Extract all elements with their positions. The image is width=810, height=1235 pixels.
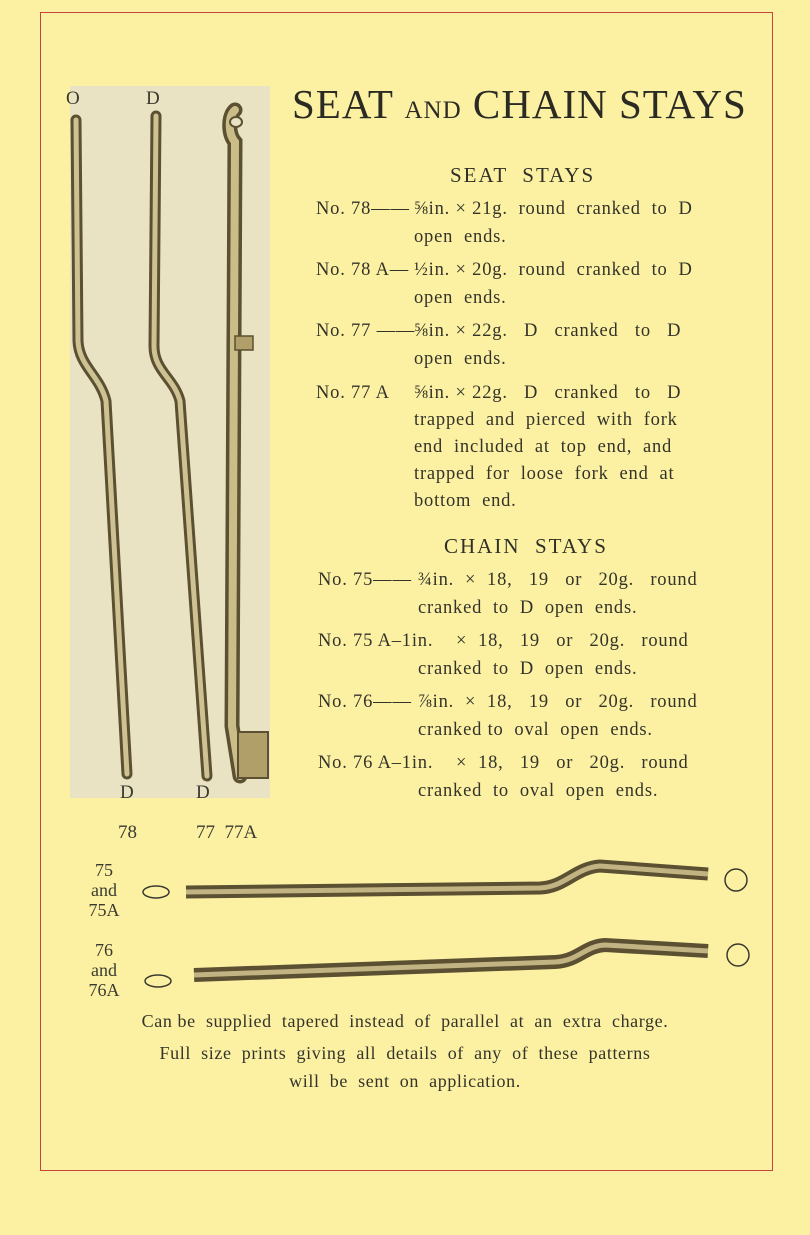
rod-78-top-label: O: [66, 88, 80, 109]
entry-line: trapped for loose fork end at: [414, 464, 675, 484]
entry-number: No. 77 A: [316, 383, 390, 403]
round-end-icon: [725, 869, 747, 891]
label-and: and: [91, 960, 117, 980]
label-and: and: [91, 880, 117, 900]
entry-line: open ends.: [414, 227, 507, 247]
entry-line: ½in. × 20g. round cranked to D: [414, 260, 693, 280]
rod-77-top-label: D: [146, 88, 160, 109]
rod-78-bottom-label: D: [120, 782, 134, 803]
entry-number: No. 76——: [318, 692, 412, 712]
entry-number: No. 76 A–1in.: [318, 753, 434, 773]
entry-line: cranked to D open ends.: [418, 598, 638, 618]
entry-line: open ends.: [414, 349, 507, 369]
entry-line: × 18, 19 or 20g. round: [456, 753, 689, 773]
entry-line: cranked to D open ends.: [418, 659, 638, 679]
entry-line: ¾in. × 18, 19 or 20g. round: [418, 570, 698, 590]
entry-line: open ends.: [414, 288, 507, 308]
title-and: AND: [404, 97, 462, 124]
title-seat: SEAT: [292, 81, 394, 127]
rod-77-bottom-label: D: [196, 782, 210, 803]
footer-line-1: Can be supplied tapered instead of parallel at an extra charge.: [141, 1011, 669, 1031]
entry-line: end included at top end, and: [414, 437, 673, 457]
entry-line: ⅞in. × 18, 19 or 20g. round: [418, 692, 698, 712]
chain-stay-76-label: [86, 940, 122, 1000]
entry-line: trapped and pierced with fork: [414, 410, 678, 430]
chain-stay-75-label: [86, 860, 122, 920]
oval-end-icon: [145, 975, 171, 987]
entry-line: × 18, 19 or 20g. round: [456, 631, 689, 651]
entry-number: No. 75 A–1in.: [318, 631, 434, 651]
footer-line-2: Full size prints giving all details of any of these patterns: [159, 1043, 651, 1063]
round-end-icon: [727, 944, 749, 966]
rod-77-numbers: 77 77A: [196, 822, 258, 843]
label-number: 75: [95, 860, 113, 880]
entry-number: No. 77 ——: [316, 321, 416, 341]
entry-line: ⅝in. × 21g. round cranked to D: [414, 199, 693, 219]
chain-stays-heading: CHAIN STAYS: [444, 534, 608, 558]
seat-stays-heading: SEAT STAYS: [450, 163, 596, 187]
footer-line-3: will be sent on application.: [289, 1071, 521, 1091]
label-number: 76: [95, 940, 113, 960]
entry-number: No. 78 A—: [316, 260, 410, 280]
entry-line: cranked to oval open ends.: [418, 720, 653, 740]
entry-line: ⅝in. × 22g. D cranked to D: [414, 383, 682, 403]
entry-line: ⅝in. × 22g. D cranked to D: [414, 321, 682, 341]
entry-line: cranked to oval open ends.: [418, 781, 659, 801]
oval-end-icon: [143, 886, 169, 898]
entry-number: No. 78——: [316, 199, 410, 219]
title-chain-stays: CHAIN STAYS: [472, 81, 747, 127]
entry-number: No. 75——: [318, 570, 412, 590]
label-sub: 75A: [88, 900, 120, 920]
rod-78-number: 78: [118, 822, 137, 843]
entry-line: bottom end.: [414, 491, 517, 511]
label-sub: 76A: [88, 980, 120, 1000]
